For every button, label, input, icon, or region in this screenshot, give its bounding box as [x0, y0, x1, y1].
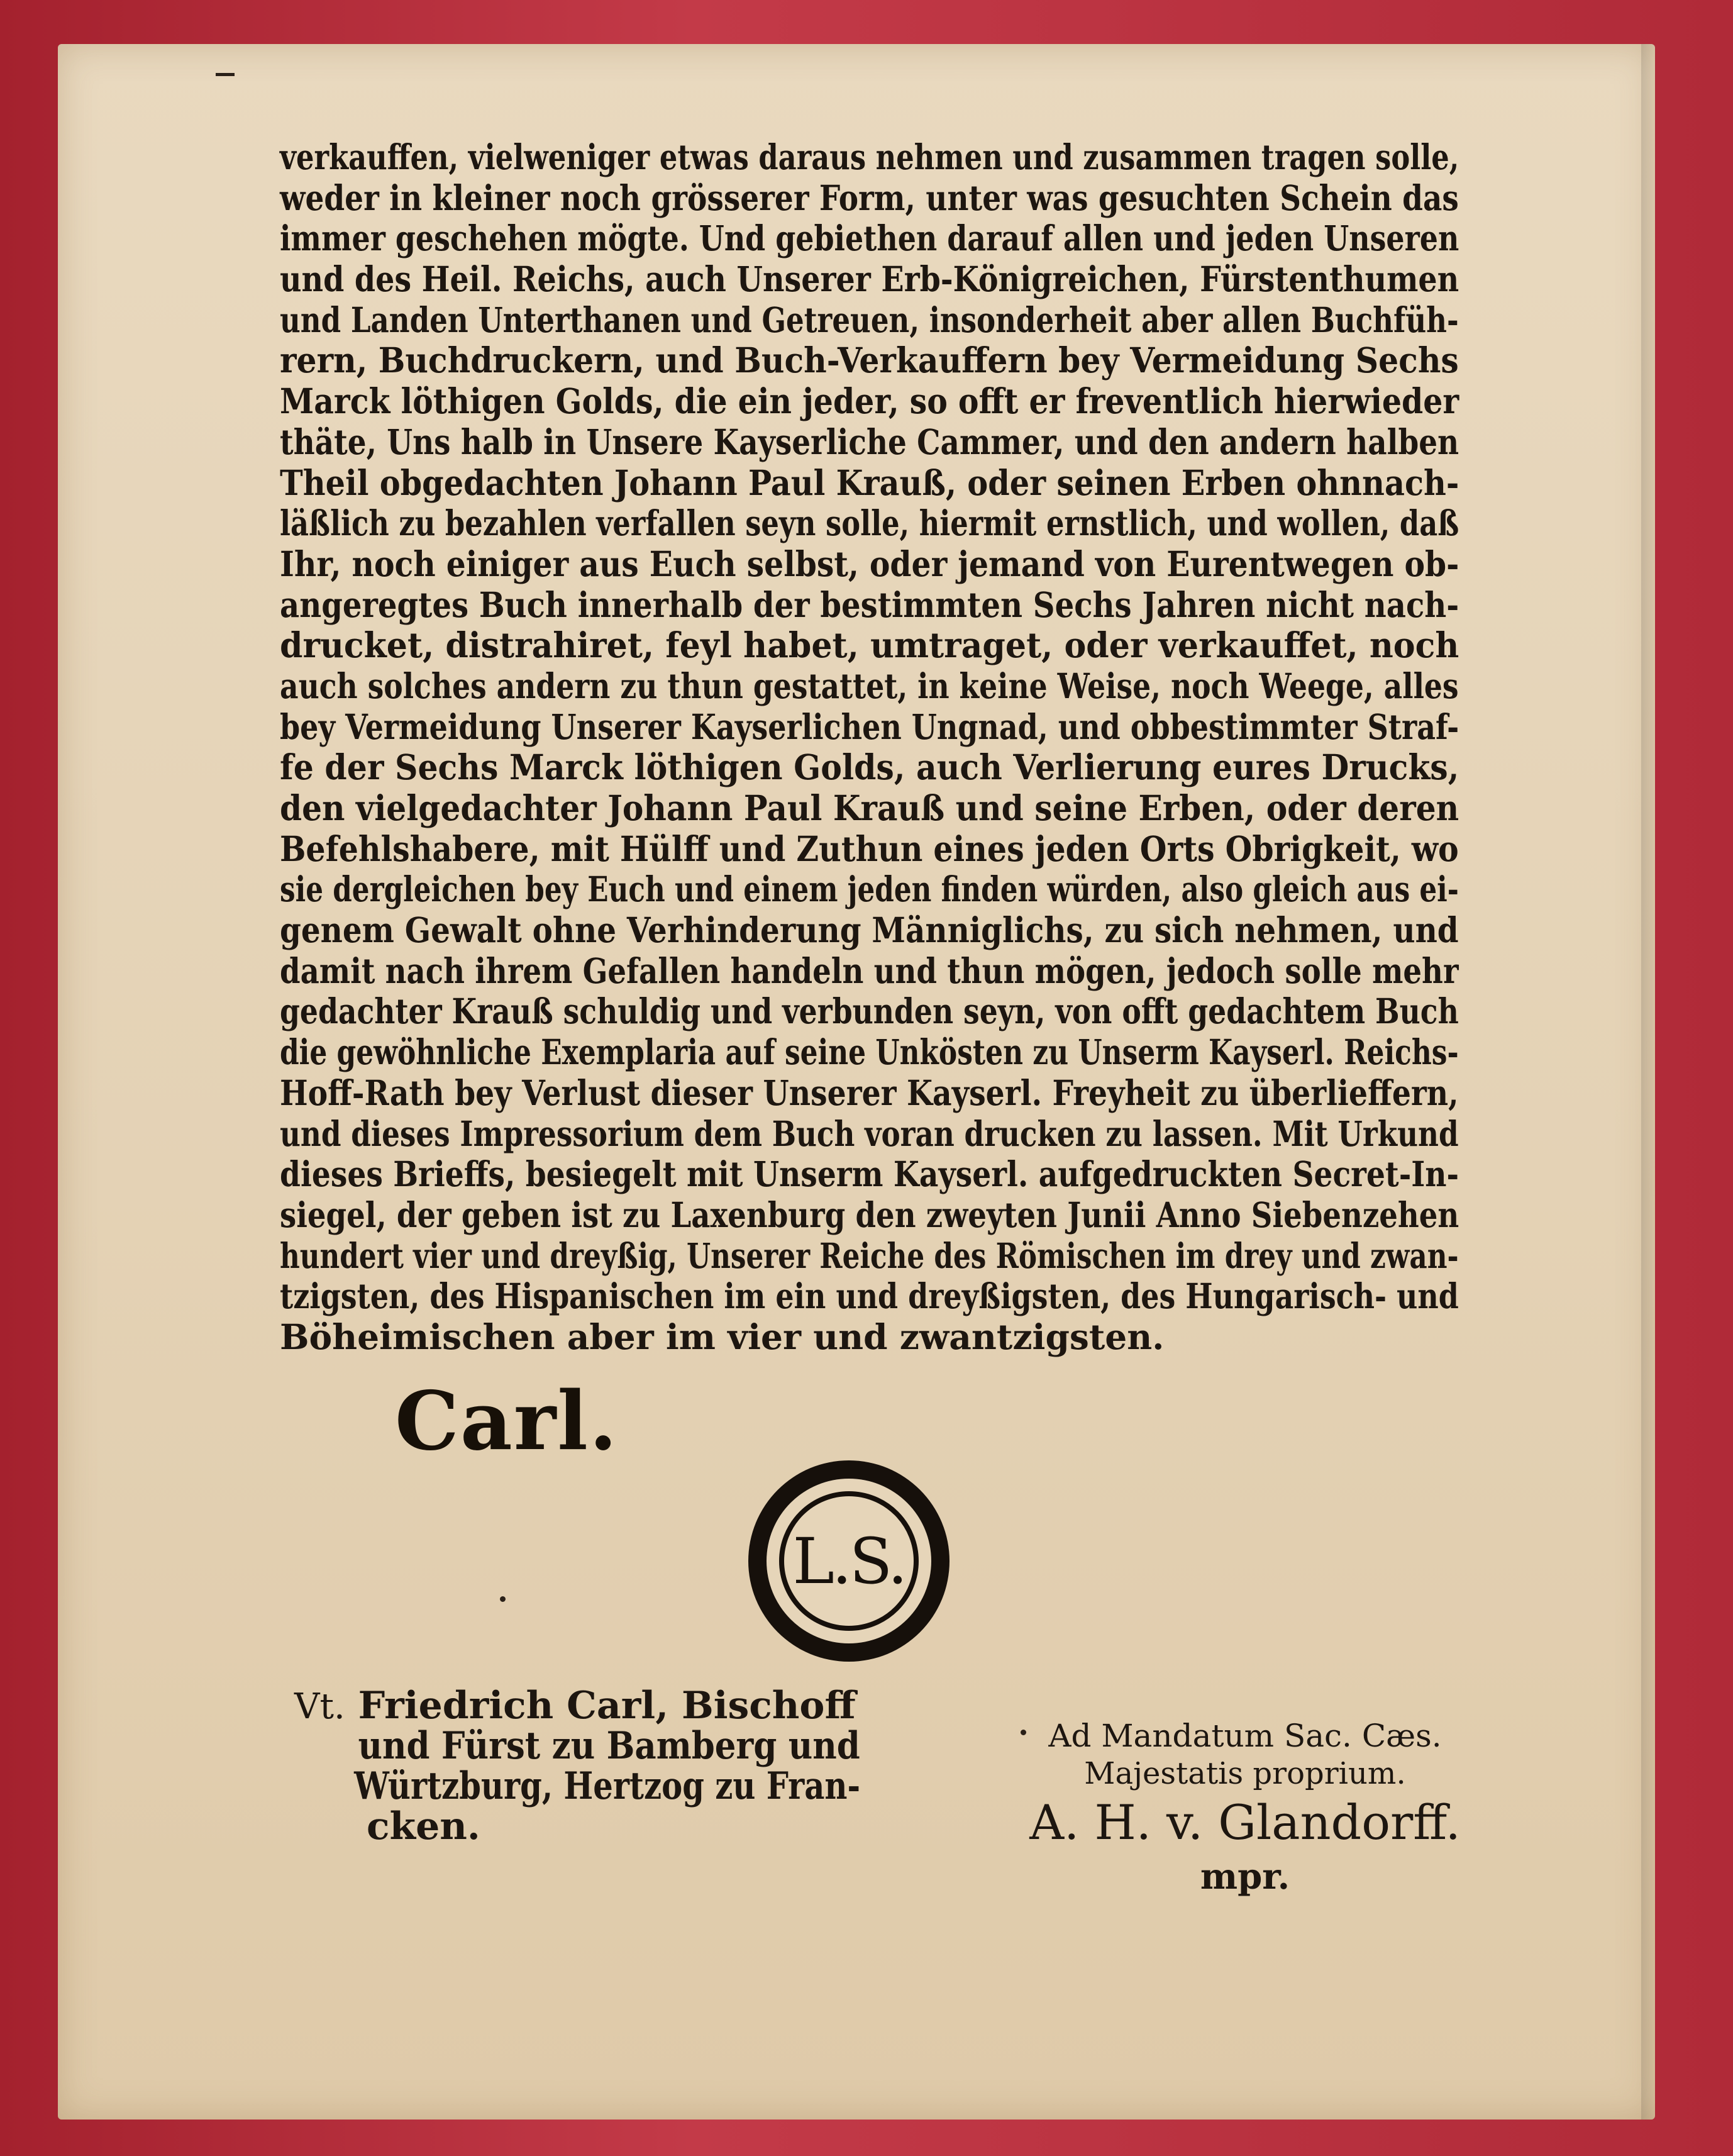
- text-line: bey Vermeidung Unserer Kayserlichen Ungnad, und obbestimmter Straf-: [280, 706, 1459, 747]
- text-line: läßlich zu bezahlen verfallen seyn solle, hiermit ernstlich, und wollen, daß: [280, 503, 1459, 544]
- vt-line: und Fürst zu Bamberg und: [358, 1724, 860, 1768]
- mpr-mark: mpr.: [1200, 1856, 1290, 1898]
- ink-dot: [500, 1596, 506, 1602]
- emperor-signature: Carl.: [395, 1374, 619, 1469]
- text-line: Theil obgedachten Johann Paul Krauß, oder seinen Erben ohnnach-: [280, 462, 1459, 503]
- seal-text: L.S.: [779, 1491, 919, 1631]
- mandatum-line: Majestatis proprium.: [1084, 1756, 1406, 1791]
- text-line: drucket, distrahiret, feyl habet, umtraget, oder verkauffet, noch: [280, 625, 1459, 666]
- text-line: hundert vier und dreyßig, Unserer Reiche des Römischen im drey und zwan-: [280, 1235, 1459, 1276]
- text-line: immer geschehen mögte. Und gebiethen darauf allen und jeden Unseren: [280, 218, 1459, 259]
- text-line: Ihr, noch einiger aus Euch selbst, oder jemand von Eurentwegen ob-: [280, 543, 1459, 584]
- text-line: gedachter Krauß schuldig und verbunden seyn, von offt gedachtem Buch: [280, 991, 1459, 1032]
- text-line: tzigsten, des Hispanischen im ein und dreyßigsten, des Hungarisch- und: [280, 1275, 1459, 1317]
- vt-line: cken.: [367, 1804, 480, 1848]
- text-line: siegel, der geben ist zu Laxenburg den zweyten Junii Anno Siebenzehen: [280, 1194, 1459, 1235]
- mandatum-line: Ad Mandatum Sac. Cæs.: [1048, 1718, 1442, 1754]
- mandatum-block: [1006, 1717, 1484, 1901]
- text-line: verkauffen, vielweniger etwas daraus nehmen und zusammen tragen solle,: [280, 136, 1459, 177]
- seal-inner-circle: [767, 1479, 931, 1643]
- text-line: dieses Brieffs, besiegelt mit Unserm Kayserl. aufgedruckten Secret-In-: [280, 1153, 1459, 1195]
- ink-mark: [216, 73, 235, 76]
- text-line: und Landen Unterthanen und Getreuen, insonderheit aber allen Buchfüh-: [280, 299, 1459, 340]
- text-line: den vielgedachter Johann Paul Krauß und seine Erben, oder deren: [280, 787, 1459, 828]
- text-line: weder in kleiner noch grösserer Form, unter was gesuchten Schein das: [280, 177, 1459, 218]
- vt-label: Vt.: [294, 1686, 345, 1727]
- text-line: Marck löthigen Golds, die ein jeder, so offt er freventlich hierwieder: [280, 381, 1459, 422]
- decree-body-text: [280, 137, 1459, 1358]
- vt-line: Würtzburg, Hertzog zu Fran-: [354, 1764, 861, 1808]
- text-line: rern, Buchdruckern, und Buch-Verkauffern bey Vermeidung Sechs: [280, 340, 1459, 381]
- text-line: thäte, Uns halb in Unsere Kayserliche Cammer, und den andern halben: [280, 421, 1459, 462]
- seal-stamp: [748, 1460, 950, 1662]
- text-line: sie dergleichen bey Euch und einem jeden finden würden, also gleich aus ei-: [280, 869, 1459, 910]
- text-line: Böheimischen aber im vier und zwantzigsten.: [280, 1316, 1165, 1357]
- text-line: genem Gewalt ohne Verhinderung Männiglichs, zu sich nehmen, und: [280, 909, 1459, 951]
- text-line: damit nach ihrem Gefallen handeln und thun mögen, jedoch solle mehr: [280, 950, 1459, 991]
- text-line: fe der Sechs Marck löthigen Golds, auch Verlierung eures Drucks,: [280, 747, 1459, 788]
- secretary-signature: A. H. v. Glandorff.: [1029, 1794, 1461, 1850]
- text-line: und dieses Impressorium dem Buch voran drucken zu lassen. Mit Urkund: [280, 1113, 1459, 1154]
- text-line: die gewöhnliche Exemplaria auf seine Unkösten zu Unserm Kayserl. Reichs-: [280, 1031, 1459, 1073]
- vt-first-line: [294, 1686, 860, 1726]
- text-line: und des Heil. Reichs, auch Unserer Erb-Königreichen, Fürstenthumen: [280, 258, 1459, 300]
- vt-name: Friedrich Carl, Bischoff: [358, 1684, 856, 1728]
- page-gutter-shadow: [1641, 44, 1655, 2120]
- vt-countersignature: [294, 1686, 860, 1847]
- text-line: Hoff-Rath bey Verlust dieser Unserer Kayserl. Freyheit zu überlieffern,: [280, 1072, 1459, 1113]
- text-line: angeregtes Buch innerhalb der bestimmten Sechs Jahren nicht nach-: [280, 584, 1459, 625]
- text-line: auch solches andern zu thun gestattet, in keine Weise, noch Weege, alles: [280, 665, 1459, 706]
- text-line: Befehlshabere, mit Hülff und Zuthun eines jeden Orts Obrigkeit, wo: [280, 828, 1459, 869]
